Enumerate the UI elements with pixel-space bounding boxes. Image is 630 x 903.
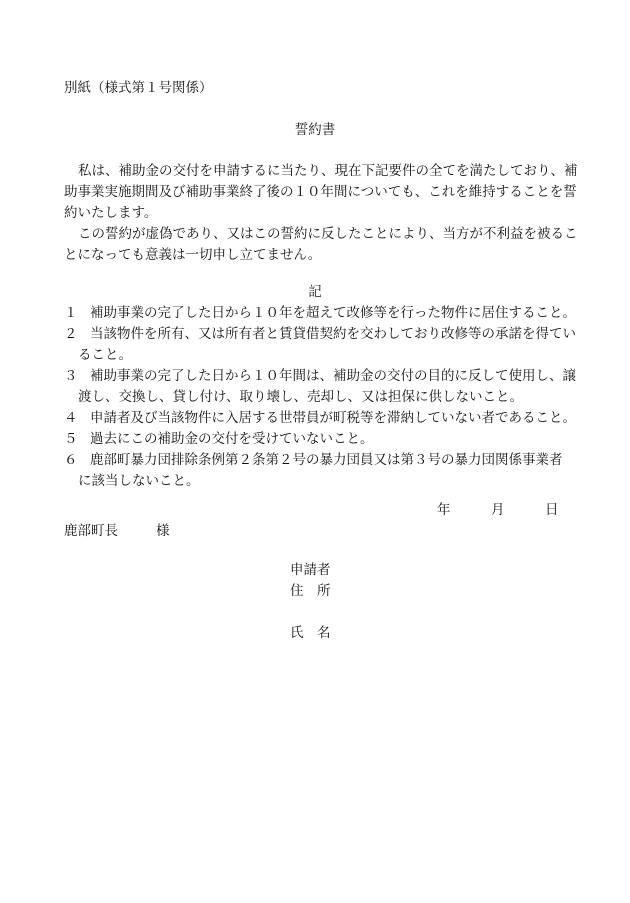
list-item-number: ３ <box>64 368 78 384</box>
list-item-6 <box>64 450 563 471</box>
list-item-1 <box>64 303 576 324</box>
paragraph-2-line-2: とになっても意義は一切申し立てません。 <box>64 247 322 263</box>
honorific: 様 <box>156 523 170 539</box>
list-item-text: 鹿部町暴力団排除条例第２条第２号の暴力団員又は第３号の暴力団関係事業者 <box>90 452 563 468</box>
document-title: 誓約書 <box>294 122 336 138</box>
list-item-text: 当該物件を所有、又は所有者と賃貸借契約を交わしており改修等の承諾を得てい <box>90 326 576 342</box>
paragraph-1-line-1: 私は、補助金の交付を申請するに当たり、現在下記要件の全てを満たしており、補 <box>78 163 578 179</box>
date-day-label: 日 <box>545 502 559 518</box>
list-item-6-continuation: に該当しないこと。 <box>78 473 200 489</box>
applicant-label: 申請者 <box>290 562 331 578</box>
paragraph-1-line-2: 助事業実施期間及び補助事業終了後の１０年間についても、これを維持することを誓 <box>64 184 577 200</box>
paragraph-2-line-1: この誓約が虚偽であり、又はこの誓約に反したことにより、当方が不利益を被るこ <box>78 226 578 242</box>
list-item-number: ５ <box>64 431 78 447</box>
list-item-text: 過去にこの補助金の交付を受けていないこと。 <box>90 431 374 447</box>
form-reference: 別紙（様式第１号関係） <box>64 80 213 96</box>
list-item-number: ２ <box>64 326 78 342</box>
list-item-text: 補助事業の完了した日から１０年を超えて改修等を行った物件に居住すること。 <box>90 305 576 321</box>
ki-heading: 記 <box>308 284 322 300</box>
list-item-2-continuation: ること。 <box>78 347 132 363</box>
list-item-text: 補助事業の完了した日から１０年間は、補助金の交付の目的に反して使用し、譲 <box>90 368 576 384</box>
addressee: 鹿部町長 <box>64 523 118 539</box>
list-item-5 <box>64 429 374 450</box>
list-item-number: １ <box>64 305 78 321</box>
paragraph-1-line-3: 約いたします。 <box>64 205 158 221</box>
list-item-2 <box>64 324 576 345</box>
list-item-number: ４ <box>64 410 78 426</box>
list-item-number: ６ <box>64 452 78 468</box>
list-item-3-continuation: 渡し、交換し、貸し付け、取り壊し、売却し、又は担保に供しないこと。 <box>78 389 523 405</box>
address-label: 住 所 <box>290 583 331 599</box>
list-item-4 <box>64 408 576 429</box>
list-item-3 <box>64 366 576 387</box>
name-label: 氏 名 <box>290 625 331 641</box>
date-year-label: 年 <box>437 502 451 518</box>
list-item-text: 申請者及び当該物件に入居する世帯員が町税等を滞納していない者であること。 <box>90 410 576 426</box>
date-month-label: 月 <box>491 502 505 518</box>
